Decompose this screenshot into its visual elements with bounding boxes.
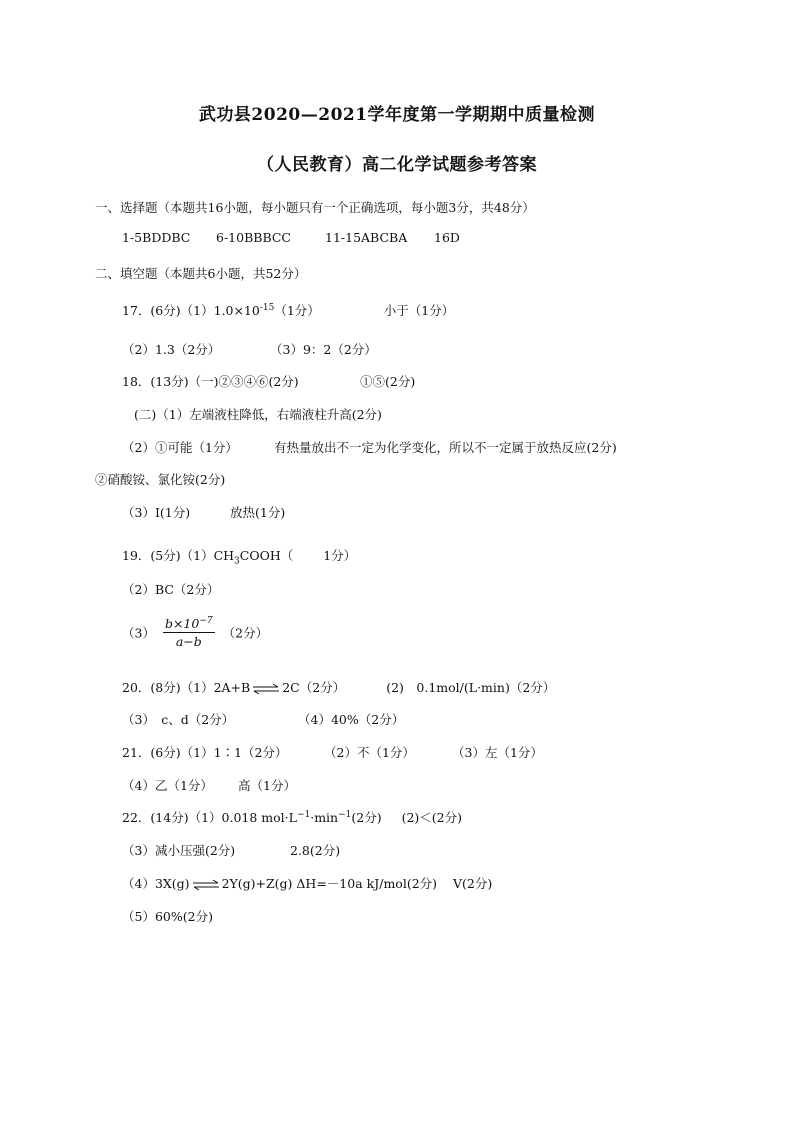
mc-answer-1-5: 1-5BDDBC (122, 230, 191, 245)
q20-part2: (2) 0.1mol/(L·min)（2分） (386, 680, 556, 695)
q18-line4: ②硝酸铵、氯化铵(2分) (95, 472, 226, 487)
q22-part1-score: (2分) (351, 810, 382, 825)
q20-part4: （4）40%（2分） (298, 712, 405, 727)
q21-part3: （3）左（1分） (452, 745, 543, 760)
q19-part3-label: （3） (122, 625, 155, 641)
q19-fraction (163, 616, 215, 649)
q22-line3 (122, 874, 492, 892)
q18-line3 (122, 438, 617, 456)
q19-part1b: COOH（ (239, 548, 294, 563)
q19-line1 (122, 546, 357, 567)
q18-line2: (二)（1）左端液柱降低，右端液柱升高(2分) (134, 407, 382, 422)
q19-part1a: 19．(5分)（1）CH (122, 548, 235, 563)
q22-part3: （3）减小压强(2分) (122, 843, 236, 858)
q19-part1-score: 1分） (323, 548, 357, 563)
q22-part4a: （4）3X(g) (122, 876, 190, 891)
q22-part4c: V(2分) (453, 876, 493, 891)
q21-part1: 21．(6分)（1）1∶1（2分） (122, 745, 288, 760)
mc-answer-16: 16D (434, 230, 460, 245)
q21-line1 (122, 743, 543, 761)
q21-line2 (122, 776, 296, 794)
fraction-denominator: a−b (175, 634, 202, 649)
q22-part1b: ·min (310, 810, 339, 825)
q18-part1b: ①⑤(2分) (360, 374, 416, 389)
q19-line3 (122, 616, 268, 649)
q20-part3: （3） c、d（2分） (122, 712, 235, 727)
q18-part1a: 18．(13分)（一)②③④⑥(2分) (122, 374, 299, 389)
q20-part1b: 2C（2分） (282, 680, 346, 695)
q17-part3: （3）9：2（2分） (270, 342, 377, 357)
q20-line1 (122, 678, 555, 696)
q22-part1a: 22．(14分)（1）0.018 mol·L (122, 810, 297, 825)
mc-answers-row (122, 230, 460, 245)
q18-part2-1: （2）①可能（1分） (122, 440, 238, 455)
mc-answer-6-10: 6-10BBBCC (216, 230, 291, 245)
q18-line1 (122, 372, 415, 390)
q22-part4b: 2Y(g)+Z(g) ΔH=－10a kJ/mol(2分) (221, 876, 438, 891)
q20-part1a: 20．(8分)（1）2A+B (122, 680, 251, 695)
q18-line5 (122, 503, 285, 521)
q22-line2 (122, 841, 340, 859)
q17-part1-answer2: 小于（1分） (383, 303, 455, 318)
q19-line2: （2）BC（2分） (122, 582, 220, 597)
section1-heading: 一、选择题（本题共16小题，每小题只有一个正确选项，每小题3分，共48分） (95, 200, 535, 215)
q17-part2: （2）1.3（2分） (122, 342, 221, 357)
mc-answer-11-15: 11-15ABCBA (325, 230, 408, 245)
q19-part3-score: （2分） (222, 625, 269, 641)
equilibrium-arrow-icon (252, 683, 280, 695)
section2-heading: 二、填空题（本题共6小题，共52分） (95, 266, 307, 281)
q18-part3: （3）I(1分) (122, 505, 191, 520)
q21-part2: （2）不（1分） (324, 745, 415, 760)
q17-line1 (122, 301, 454, 319)
q22-part3-answer2: 2.8(2分) (290, 843, 341, 858)
exam-title: 武功县2020—2021学年度第一学期期中质量检测 (198, 105, 596, 125)
q18-part2-explanation: 有热量放出不一定为化学变化，所以不一定属于放热反应(2分) (274, 440, 617, 455)
q19-subscript: 3 (234, 556, 240, 567)
q18-part3-answer2: 放热(1分) (230, 505, 286, 520)
fraction-numerator: $b\times 10^{-7}$ (164, 615, 213, 631)
q17-part1: 17．(6分)（1）1.0×10 (122, 303, 260, 318)
q17-exponent: -15 (259, 302, 275, 313)
q21-part4: （4）乙（1分） (122, 778, 213, 793)
q17-part1-score: （1分） (274, 303, 320, 318)
q21-part4-answer2: 高（1分） (238, 778, 296, 793)
answer-key-title: （人民教育）高二化学试题参考答案 (257, 155, 537, 175)
q22-line1: 22．(14分)（1）0.018 $mol\cdot L^{-1}\cdot\min^{-1}(2$分) (2)＜(2分) (122, 809, 463, 825)
equilibrium-arrow-icon (192, 879, 220, 891)
q20-line2 (122, 710, 404, 728)
q22-line4: （5）60%(2分) (122, 909, 213, 924)
q17-line2 (122, 340, 377, 358)
q22-part2: (2)＜(2分) (401, 810, 463, 825)
